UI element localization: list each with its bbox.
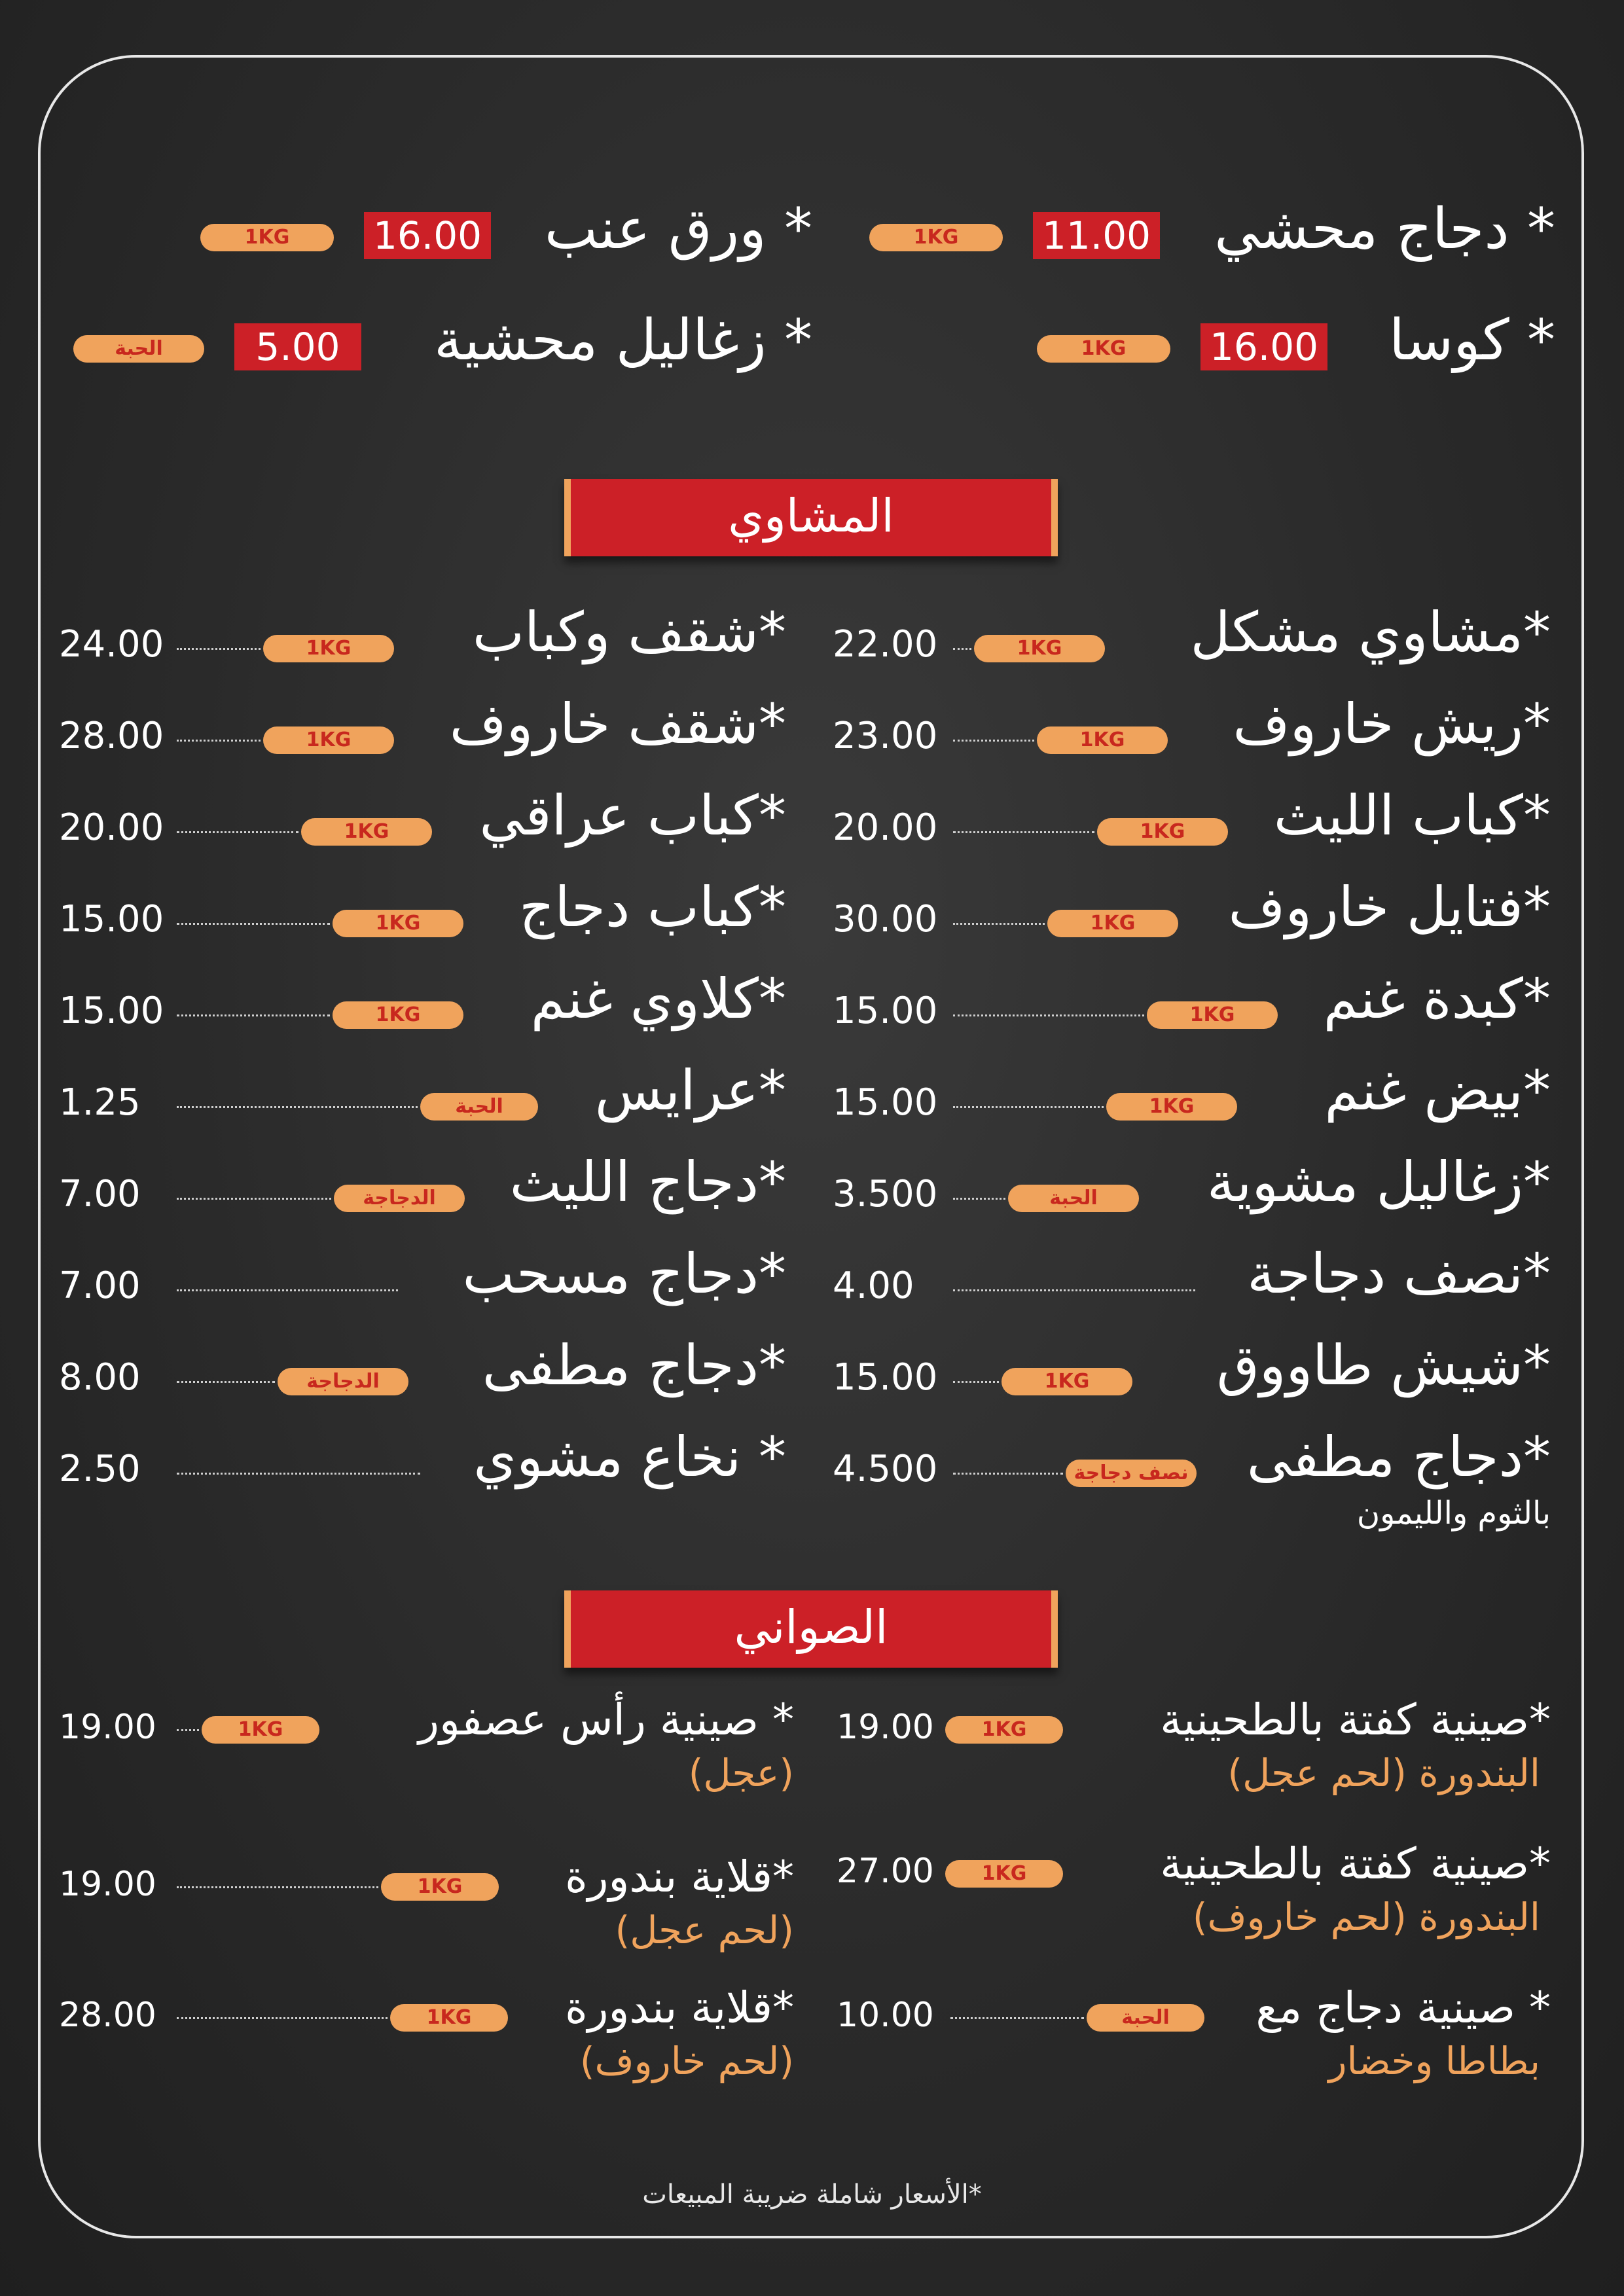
dotted-leader	[177, 1729, 199, 1731]
item-name: * نخاع مشوي	[473, 1425, 786, 1489]
dotted-leader	[953, 1289, 1195, 1291]
item-price: 24.00	[59, 623, 164, 666]
dotted-leader	[177, 1198, 331, 1200]
dotted-leader	[177, 1106, 418, 1108]
unit-tag: 1KG	[1001, 1368, 1132, 1395]
unit-tag: 1KG	[1047, 910, 1178, 937]
item-price: 15.00	[833, 1081, 938, 1124]
item-price: 4.500	[833, 1448, 938, 1490]
unit-tag: نصف دجاجة	[1066, 1460, 1197, 1487]
item-name: *بيض غنم	[1324, 1058, 1551, 1122]
item-price: 7.00	[59, 1265, 141, 1307]
item-subtitle: البندورة (لحم خاروف)	[1192, 1895, 1540, 1939]
unit-tag: الحبة	[73, 335, 204, 363]
item-price: 22.00	[833, 623, 938, 666]
dotted-leader	[953, 648, 971, 650]
item-name: *كباب عراقي	[479, 783, 786, 848]
unit-tag: الدجاجة	[334, 1185, 465, 1212]
item-name: *صينية كفتة بالطحينية	[1160, 1695, 1551, 1745]
dotted-leader	[953, 1014, 1144, 1016]
dotted-leader	[177, 1886, 378, 1888]
dotted-leader	[953, 1473, 1063, 1475]
item-name: *عرايس	[594, 1058, 786, 1122]
item-price: 15.00	[59, 990, 164, 1032]
item-name: *فتايل خاروف	[1228, 875, 1551, 939]
section-title-grills: المشاوي	[564, 479, 1058, 556]
item-price: 10.00	[837, 1996, 934, 2035]
item-price: 19.00	[837, 1708, 934, 1747]
item-price: 30.00	[833, 898, 938, 941]
unit-tag: 1KG	[263, 635, 394, 662]
item-name: *كباب الليث	[1273, 783, 1551, 848]
item-price: 11.00	[1033, 212, 1160, 259]
dotted-leader	[953, 1198, 1005, 1200]
item-price: 16.00	[364, 212, 491, 259]
unit-tag: 1KG	[974, 635, 1105, 662]
item-price: 15.00	[59, 898, 164, 941]
item-price: 28.00	[59, 1996, 156, 2035]
item-name: *دجاج مسحب	[462, 1242, 786, 1306]
item-price: 15.00	[833, 990, 938, 1032]
unit-tag: 1KG	[333, 1001, 463, 1029]
tax-note: *الأسعار شاملة ضريبة المبيعات	[642, 2179, 982, 2210]
item-price: 20.00	[59, 806, 164, 849]
dotted-leader	[953, 1381, 999, 1383]
item-price: 7.00	[59, 1173, 141, 1215]
item-name: *مشاوي مشكل	[1190, 600, 1551, 664]
item-name: *دجاج الليث	[509, 1150, 786, 1214]
unit-tag: 1KG	[202, 1716, 319, 1744]
item-name: *زغاليل مشوية	[1206, 1150, 1551, 1214]
item-subtitle: (لحم خاروف)	[579, 2039, 794, 2083]
item-name: *قلاية بندورة	[565, 1982, 794, 2033]
item-subtitle: (لحم عجل)	[615, 1908, 794, 1952]
item-price: 5.00	[234, 323, 361, 370]
unit-tag: 1KG	[1106, 1093, 1237, 1121]
unit-tag: 1KG	[1037, 335, 1170, 363]
item-price: 19.00	[59, 1865, 156, 1904]
item-price: 4.00	[833, 1265, 914, 1307]
item-name: * كوسا	[1389, 308, 1555, 373]
item-name: *ريش خاروف	[1233, 692, 1551, 756]
unit-tag: 1KG	[333, 910, 463, 937]
dotted-leader	[177, 740, 261, 742]
item-name: * دجاج محشي	[1214, 196, 1555, 262]
item-name: *دجاج مطفى	[482, 1333, 786, 1397]
item-name: *شيش طاووق	[1216, 1333, 1551, 1397]
unit-tag: 1KG	[381, 1873, 499, 1901]
dotted-leader	[177, 1473, 420, 1475]
item-subtitle: (عجل)	[688, 1751, 794, 1795]
item-price: 15.00	[833, 1356, 938, 1399]
item-price: 1.25	[59, 1081, 141, 1124]
item-name: * ورق عنب	[544, 196, 812, 262]
item-subtitle: البندورة (لحم عجل)	[1227, 1751, 1540, 1795]
unit-tag: 1KG	[945, 1860, 1063, 1888]
dotted-leader	[953, 831, 1094, 833]
item-name: *كباب دجاج	[519, 875, 786, 939]
unit-tag: الحبة	[1008, 1185, 1139, 1212]
dotted-leader	[177, 2017, 388, 2019]
dotted-leader	[177, 1014, 330, 1016]
unit-tag: 1KG	[1037, 726, 1168, 754]
item-name: * صينية رأس عصفور	[418, 1695, 794, 1745]
unit-tag: الحبة	[420, 1093, 538, 1121]
dotted-leader	[953, 1106, 1104, 1108]
dotted-leader	[177, 923, 330, 925]
item-price: 28.00	[59, 715, 164, 757]
item-name: *دجاج مطفى	[1246, 1425, 1551, 1489]
dotted-leader	[953, 923, 1045, 925]
item-name: *شقف وكباب	[472, 600, 786, 664]
item-price: 27.00	[837, 1852, 934, 1891]
item-name: *نصف دجاجة	[1247, 1242, 1551, 1306]
unit-tag: 1KG	[263, 726, 394, 754]
item-price: 20.00	[833, 806, 938, 849]
unit-tag: 1KG	[945, 1716, 1063, 1744]
unit-tag: 1KG	[869, 224, 1003, 251]
item-subtitle: بطاطا وخضار	[1328, 2039, 1540, 2083]
unit-tag: 1KG	[1147, 1001, 1278, 1029]
unit-tag: 1KG	[1097, 818, 1228, 846]
dotted-leader	[177, 831, 298, 833]
unit-tag: الحبة	[1087, 2004, 1204, 2032]
unit-tag: 1KG	[390, 2004, 508, 2032]
item-price: 16.00	[1200, 323, 1327, 370]
item-name: *قلاية بندورة	[565, 1852, 794, 1902]
item-name: *شقف خاروف	[449, 692, 786, 756]
item-name: * زغاليل محشية	[433, 308, 812, 373]
item-name: *كلاوي غنم	[530, 967, 786, 1031]
item-price: 3.500	[833, 1173, 938, 1215]
item-price: 2.50	[59, 1448, 141, 1490]
dotted-leader	[953, 740, 1034, 742]
item-name: *كبدة غنم	[1323, 967, 1551, 1031]
item-price: 8.00	[59, 1356, 141, 1399]
item-name: * صينية دجاج مع	[1255, 1982, 1551, 2033]
unit-tag: 1KG	[200, 224, 334, 251]
dotted-leader	[177, 1289, 398, 1291]
dotted-leader	[177, 648, 261, 650]
dotted-leader	[177, 1381, 275, 1383]
unit-tag: الدجاجة	[278, 1368, 408, 1395]
item-price: 19.00	[59, 1708, 156, 1747]
item-name: *صينية كفتة بالطحينية	[1160, 1839, 1551, 1889]
section-title-trays: الصواني	[564, 1590, 1058, 1668]
dotted-leader	[950, 2017, 1084, 2019]
unit-tag: 1KG	[301, 818, 432, 846]
item-note: بالثوم والليمون	[1356, 1495, 1551, 1532]
item-price: 23.00	[833, 715, 938, 757]
